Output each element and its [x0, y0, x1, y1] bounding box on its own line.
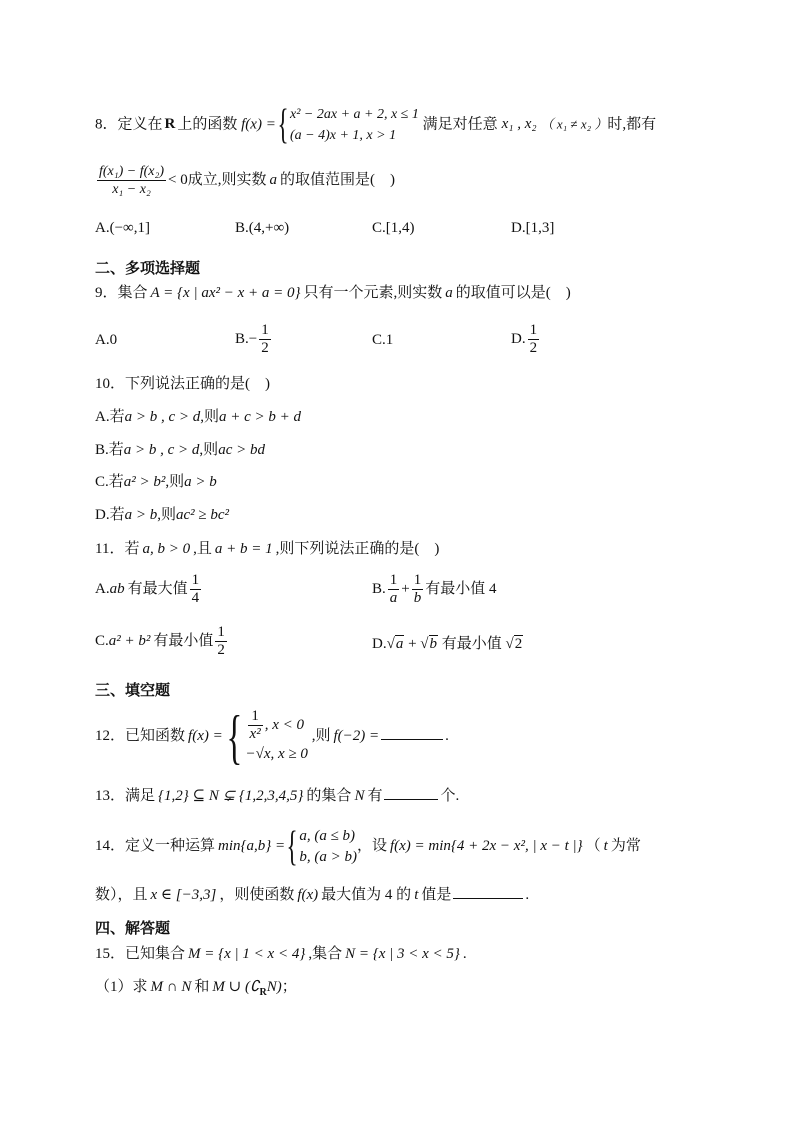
q11-option-d: D.√a + √b 有最小值 √2 — [372, 636, 523, 652]
piecewise-cases: a, (a ≤ b) b, (a > b) — [299, 827, 357, 865]
question-13: 13．满足 {1,2} ⊆ N ⊊ {1,2,3,4,5} 的集合 N 有 个. — [95, 785, 459, 806]
q11-option-b: B. $\frac{1}{a}$ + $\frac{1}{b}$ 有最小值 4 — [372, 572, 497, 606]
fraction: $\frac{1}{2}$ — [529, 322, 538, 356]
answer-blank[interactable] — [453, 884, 523, 899]
fraction: $\frac{1}{2}$ — [261, 322, 269, 356]
q10-option-d: D.若a > b,则ac² ≥ bc² — [95, 507, 230, 523]
q10-option-a: A.若a > b , c > d,则a + c > b + d — [95, 409, 302, 425]
q11-option-a: A.ab 有最大值 $\frac{1}{4}$ — [95, 572, 200, 606]
q9-option-a: A.0 — [95, 332, 118, 348]
brace: { — [277, 102, 289, 148]
question-14-line2: 数），且 x ∈ [−3,3] ，则使函数 f(x) 最大值为 4 的 t 值是 . — [95, 884, 529, 905]
question-number: 8． — [95, 116, 118, 133]
q8-option-b: B.(4,+∞) — [235, 220, 290, 236]
piecewise-cases: $\frac{1}{\text{x²}}$ , x < 0 −√x, x ≥ 0 — [245, 708, 308, 763]
question-11: 11．若 a, b > 0 ,且 a + b = 1 ,则下列说法正确的是( ) — [95, 541, 440, 557]
q11-option-c: C.a² + b² 有最小值 $\frac{1}{2}$ — [95, 624, 225, 658]
piecewise-cases: x² − 2ax + a + 2, x ≤ 1 (a − 4)x + 1, x > 1 — [290, 107, 419, 143]
difference-quotient: $\frac{\text{f(x₁) − f(x₂)}}{\text{x₁ − x₂}}$ — [99, 164, 165, 198]
q8-option-c: C.[1,4) — [372, 220, 415, 236]
question-15: 15．已知集合 M = {x | 1 < x < 4} ,集合 N = {x | 3 < x < 5} . — [95, 946, 467, 962]
question-8-line2: $\frac{\text{f(x₁) − f(x₂)}}{\text{x₁ − x₂}}$ < 0成立,则实数 a 的取值范围是( ) — [99, 164, 396, 198]
question-14: 14．定义一种运算 min{a,b} ={ a, (a ≤ b) b, (a > b) ，设 f(x) = min{4 + 2x − x², | x − t |} （ t 为常 — [95, 823, 641, 870]
q10-option-c: C.若a² > b²,则a > b — [95, 474, 217, 490]
fraction: $\frac{1}{b}$ — [413, 572, 422, 606]
brace: { — [286, 823, 298, 870]
question-12: 12．已知函数 f(x) ={ $\frac{1}{\text{x²}}$ , x < 0 −√x, x ≥ 0 ,则 f(−2) = . — [95, 703, 449, 770]
question-15-part-1: （1）求 M ∩ N 和 M ∪ $(∁_RN)$； — [95, 979, 297, 998]
question-8: 8．定义在 R 上的函数 f(x) ={ x² − 2ax + a + 2, x ≤ 1 (a − 4)x + 1, x > 1 满足对任意 x₁ , x₂ （ x₁ ≠ x₂ ）时,都有 — [95, 102, 657, 148]
q10-option-b: B.若a > b , c > d,则ac > bd — [95, 442, 265, 458]
q8-option-a: A.(−∞,1] — [95, 220, 150, 236]
section-heading-answers: 四、解答题 — [95, 919, 171, 937]
question-10: 10．下列说法正确的是( ) — [95, 376, 270, 392]
section-heading-multiple-choice: 二、多项选择题 — [95, 259, 201, 277]
brace: { — [226, 703, 243, 770]
q8-option-d: D.[1,3] — [511, 220, 555, 236]
fraction: $\frac{1}{a}$ — [389, 572, 398, 606]
section-heading-fill-in: 三、填空题 — [95, 681, 171, 699]
q9-option-b: B.− $\frac{1}{2}$ — [235, 322, 269, 356]
q9-option-d: D. $\frac{1}{2}$ — [511, 322, 538, 356]
answer-blank[interactable] — [384, 785, 438, 800]
fraction: $\frac{1}{4}$ — [191, 572, 200, 606]
q9-option-c: C.1 — [372, 332, 394, 348]
answer-blank[interactable] — [381, 725, 443, 740]
question-9: 9．集合 A = {x | ax² − x + a = 0} 只有一个元素,则实数 a 的取值可以是( ) — [95, 285, 571, 301]
fraction: $\frac{1}{2}$ — [217, 624, 225, 658]
